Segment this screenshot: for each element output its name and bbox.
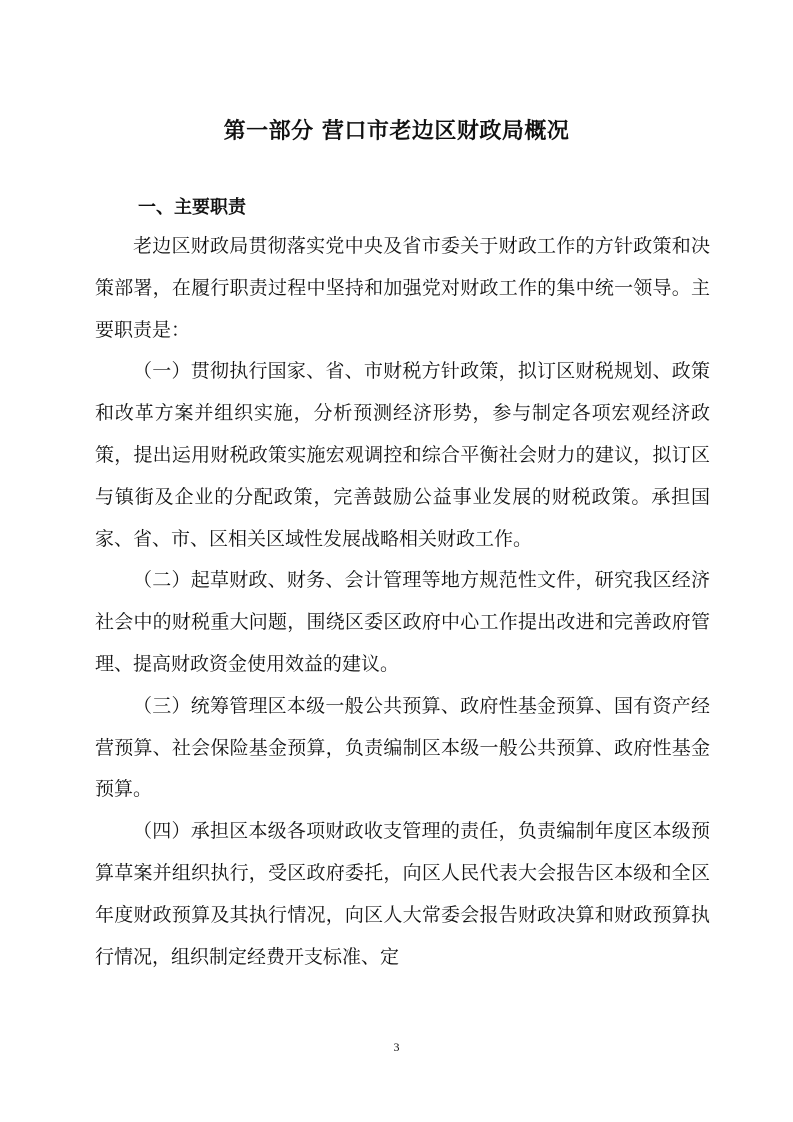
duty-paragraph-1: （一）贯彻执行国家、省、市财税方针政策，拟订区财税规划、政策和改革方案并组织实施，分析预测经济形势，参与制定各项宏观经济政策，提出运用财税政策实施宏观调控和综合平衡社会财力的建议，拟订区与镇街及企业的分配政策，完善鼓励公益事业发展的财税政策。承担国家、省、市、区相关区域性发展战略相关财政工作。 (95, 360, 710, 550)
duty-paragraph-3: （三）统筹管理区本级一般公共预算、政府性基金预算、国有资产经营预算、社会保险基金预算，负责编制区本级一般公共预算、政府性基金预算。 (95, 694, 710, 801)
page-title: 第一部分 营口市老边区财政局概况 (223, 119, 570, 144)
duty-paragraph-4: （四）承担区本级各项财政收支管理的责任，负责编制年度区本级预算草案并组织执行，受区政府委托，向区人民代表大会报告区本级和全区年度财政预算及其执行情况，向区人大常委会报告财政决算和财政预算执行情况，组织制定经费开支标准、定 (95, 820, 710, 968)
duty-paragraph-2: （二）起草财政、财务、会计管理等地方规范性文件，研究我区经济社会中的财税重大问题，围绕区委区政府中心工作提出改进和完善政府管理、提高财政资金使用效益的建议。 (95, 569, 710, 675)
section-heading: 一、主要职责 (138, 197, 246, 218)
body-text (95, 226, 710, 978)
page-number: 3 (393, 1040, 400, 1054)
intro-paragraph: 老边区财政局贯彻落实党中央及省市委关于财政工作的方针政策和决策部署，在履行职责过程中坚持和加强党对财政工作的集中统一领导。主要职责是： (95, 235, 710, 341)
